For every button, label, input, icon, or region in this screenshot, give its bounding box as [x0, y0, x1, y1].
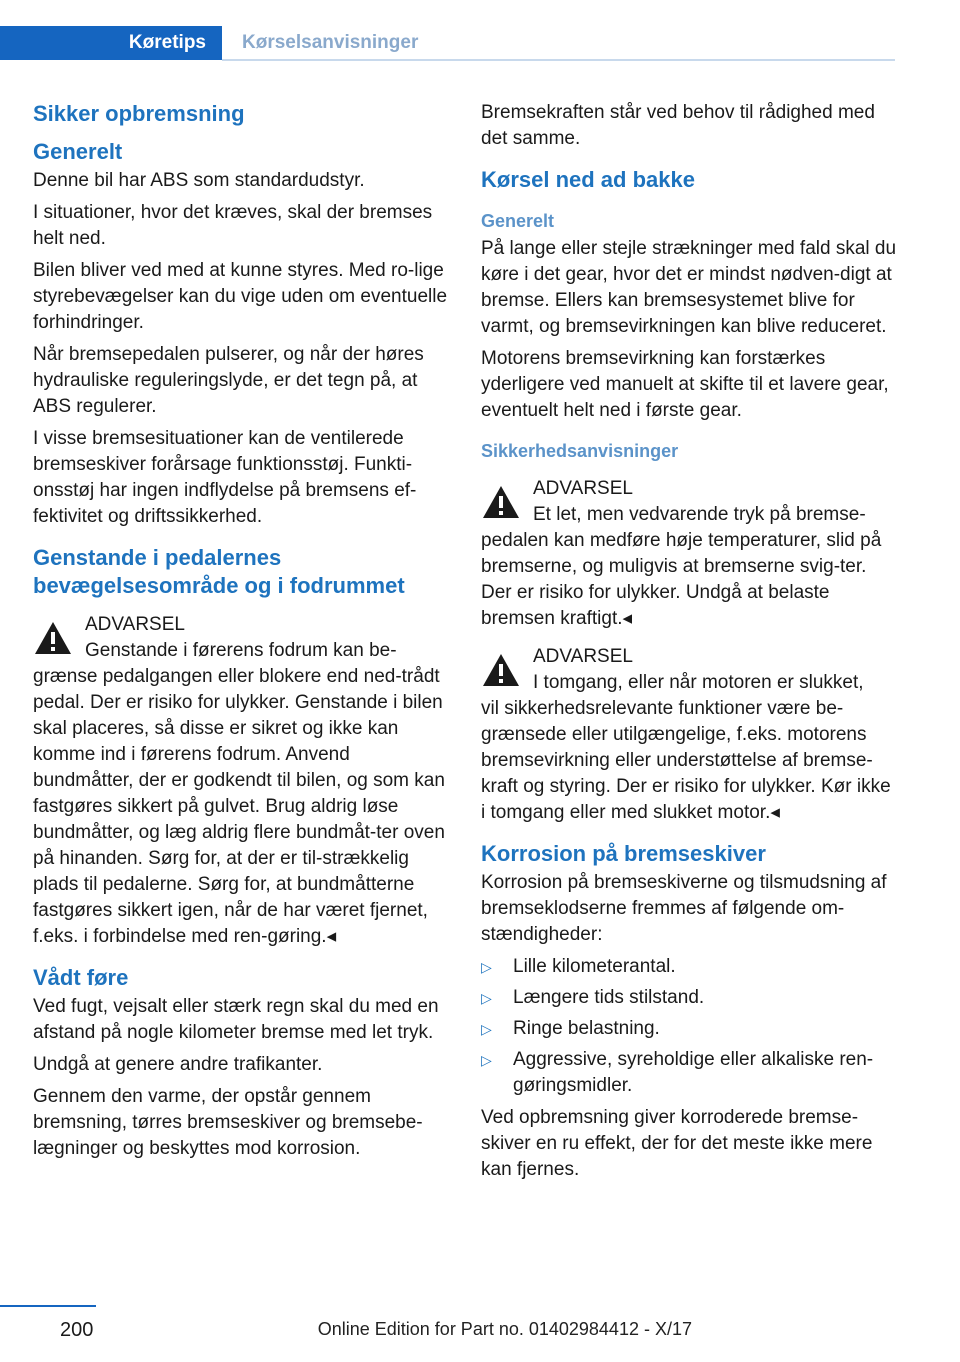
edition-text: Online Edition for Part no. 01402984412 - X/17	[317, 1319, 692, 1339]
list-item	[481, 954, 897, 980]
paragraph: Ved opbremsning giver korroderede bremse-skiver en ru effekt, der for det meste ikke mere kan fjernes.	[481, 1107, 873, 1180]
korrosion-list	[481, 954, 897, 1099]
warning-box	[481, 644, 897, 826]
list-item	[481, 985, 897, 1011]
genstande-heading: Genstande i pedalernes bevægelsesområde og i fodrummet	[33, 545, 405, 598]
section-title: Sikker opbremsning	[33, 101, 245, 126]
left-column	[33, 100, 449, 1168]
warning-title: ADVARSEL	[533, 478, 633, 499]
warning-triangle-icon	[481, 650, 521, 690]
triangle-bullet-icon: ▷	[481, 1052, 492, 1068]
warning-text: pedalen kan medføre høje temperaturer, slid på bremserne, og muligvis at bremserne svig-ter. Der er risiko for ulykker. Undgå at belaste bremsen kraftigt.◂	[481, 530, 882, 629]
paragraph: I visse bremsesituationer kan de ventilerede bremseskiver forårsage funktionsstøj. Funkti-onsstøj har ingen indflydelse på bremsens ef-fektivitet og driftssikkerhed.	[33, 428, 417, 527]
warning-text: Genstande i førerens fodrum kan be-	[85, 640, 397, 661]
warning-box	[481, 476, 897, 632]
warning-text: Et let, men vedvarende tryk på bremse-	[533, 504, 866, 525]
paragraph: På lange eller stejle strækninger med fald skal du køre i det gear, hvor det er mindst nødven-digt at bremse. Ellers kan bremsesystemet blive for varmt, og bremsevirkningen kan blive reduceret.	[481, 238, 897, 337]
warning-title: ADVARSEL	[533, 646, 633, 667]
paragraph: Motorens bremsevirkning kan forstærkes yderligere ved manuelt at skifte til et lavere gear, eventuelt helt ned i første gear.	[481, 348, 889, 421]
paragraph: Ved fugt, vejsalt eller stærk regn skal du med en afstand på nogle kilometer bremse med let tryk.	[33, 996, 439, 1043]
paragraph: Korrosion på bremseskiverne og tilsmudsning af bremseklodserne fremmes af følgende om-stændigheder:	[481, 872, 887, 945]
vaadt-heading: Vådt føre	[33, 965, 129, 990]
triangle-bullet-icon: ▷	[481, 959, 492, 975]
warning-text: I tomgang, eller når motoren er slukket,	[533, 672, 864, 693]
sikkerhed-heading: Sikkerhedsanvisninger	[481, 441, 679, 461]
list-item-text: Aggressive, syreholdige eller alkaliske ren-gøringsmidler.	[513, 1049, 874, 1096]
list-item-text: Ringe belastning.	[513, 1018, 660, 1039]
list-item-text: Længere tids stilstand.	[513, 987, 705, 1008]
paragraph: Denne bil har ABS som standardudstyr.	[33, 170, 365, 191]
header-tabs	[0, 26, 895, 62]
footer-rule	[0, 1305, 96, 1307]
tab-koeretips[interactable]	[0, 26, 222, 60]
paragraph: I situationer, hvor det kræves, skal der bremses helt ned.	[33, 202, 433, 249]
warning-triangle-icon	[481, 482, 521, 522]
right-column	[481, 100, 897, 1189]
bakke-heading: Kørsel ned ad bakke	[481, 167, 695, 192]
korrosion-heading: Korrosion på bremseskiver	[481, 841, 766, 866]
list-item-text: Lille kilometerantal.	[513, 956, 676, 977]
tab-koerselsanvisninger-label: Kørselsanvisninger	[242, 32, 419, 53]
warning-title: ADVARSEL	[85, 614, 185, 635]
list-item	[481, 1016, 897, 1042]
paragraph: Bilen bliver ved med at kunne styres. Med ro-lige styrebevægelser kan du vige uden om eventuelle forhindringer.	[33, 260, 448, 333]
paragraph: Bremsekraften står ved behov til rådighed med det samme.	[481, 102, 875, 149]
warning-text: grænse pedalgangen eller blokere end ned-trådt pedal. Der er risiko for ulykker. Genstande i bilen skal placeres, så disse er sikret og ikke kan komme ind i førerens fodrum. Anvend bundmåtter, der er godkendt til bilen, og som kan fastgøres sikkert på gulvet. Brug aldrig løse bundmåtter, og læg aldrig flere bundmåt-ter oven på hinanden. Sørg for, at der er til-strækkelig plads til pedalerne. Sørg for, at bundmåtterne fastgøres sikkert igen, når de har været fjernet, f.eks. i forbindelse med ren-gøring.◂	[33, 666, 445, 947]
paragraph: Undgå at genere andre trafikanter.	[33, 1054, 323, 1075]
warning-text: vil sikkerhedsrelevante funktioner være be-grænsede eller utilgængelige, f.eks. motorens bremsevirkning eller understøttelse af bremse-kraft og styring. Der er risiko for ulykker. Kør ikke i tomgang eller med slukket motor.◂	[481, 698, 891, 823]
warning-triangle-icon	[33, 618, 73, 658]
list-item	[481, 1047, 897, 1099]
tab-koeretips-label: Køretips	[128, 32, 206, 53]
bakke-generelt-heading: Generelt	[481, 211, 555, 231]
page-number: 200	[60, 1319, 94, 1341]
paragraph: Gennem den varme, der opstår gennem bremsning, tørres bremseskiver og bremsebe-lægninger og beskyttes mod korrosion.	[33, 1086, 423, 1159]
triangle-bullet-icon: ▷	[481, 1021, 492, 1037]
tab-koerselsanvisninger[interactable]	[222, 26, 895, 60]
generelt-heading: Generelt	[33, 139, 123, 164]
warning-box	[33, 612, 449, 950]
triangle-bullet-icon: ▷	[481, 990, 492, 1006]
paragraph: Når bremsepedalen pulserer, og når der høres hydrauliske reguleringslyde, er det tegn på, at ABS regulerer.	[33, 344, 424, 417]
tab-divider	[222, 59, 895, 61]
